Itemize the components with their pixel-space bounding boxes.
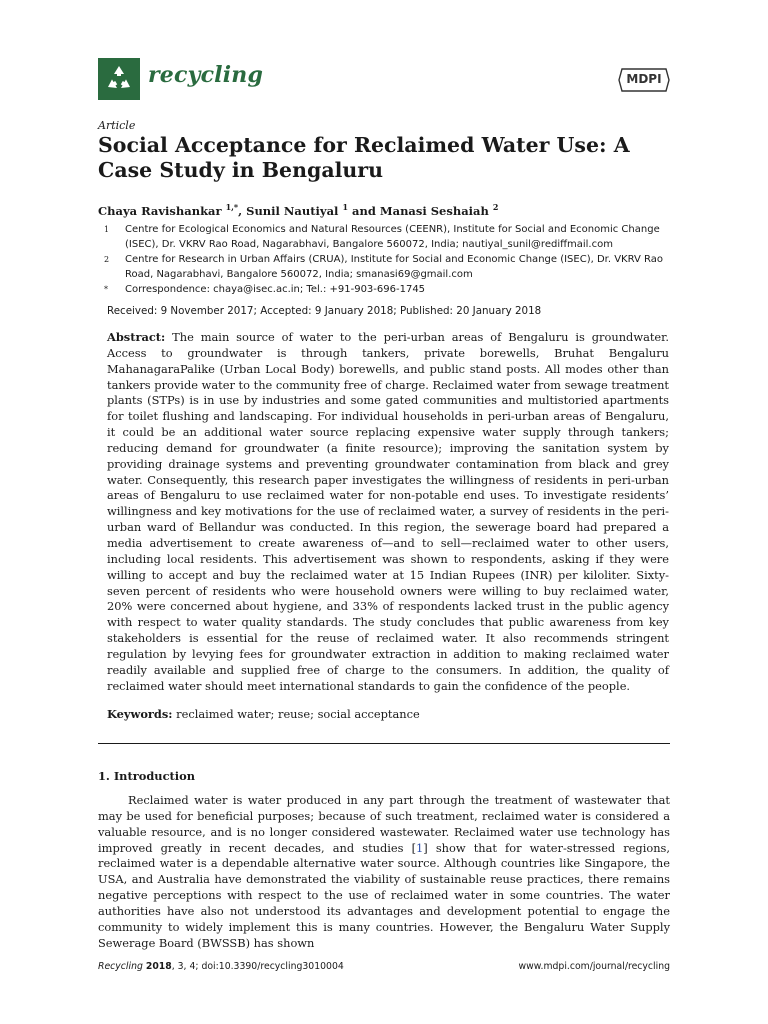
author-name: Sunil Nautiyal — [246, 203, 339, 218]
author-superscript: 2 — [492, 202, 499, 212]
citation-link[interactable]: 1 — [416, 840, 424, 855]
keywords-label: Keywords: — [107, 707, 173, 721]
author-superscript: 1,* — [225, 202, 239, 212]
affiliation-text: Centre for Research in Urban Affairs (CRUA), Institute for Social and Economic Change (ISEC), Dr. VKRV Rao Road, Nagarabhavi, Bangalore 560072, India; smanasi69@gmail.com — [125, 254, 664, 280]
recycling-logo-icon[interactable] — [98, 58, 140, 100]
section-divider — [98, 743, 670, 744]
author-superscript: 1 — [342, 202, 349, 212]
footer-url[interactable]: www.mdpi.com/journal/recycling — [518, 961, 670, 972]
author-name: Manasi Seshaiah — [379, 203, 489, 218]
correspondence — [98, 282, 678, 297]
paragraph-text: Reclaimed water is water produced in any part through the treatment of wastewater that may be used for beneficial purposes; because of such treatment, reclaimed water is considered a valuable resource, and is no longer considered wastewater. Reclaimed water use technology has improved greatly in recent decades, and studies [ — [98, 793, 670, 855]
correspondence-text: Correspondence: chaya@isec.ac.in; Tel.: +91-903-696-1745 — [125, 284, 426, 295]
abstract — [107, 330, 669, 694]
footer-journal: Recycling — [98, 961, 143, 972]
keywords — [107, 707, 420, 721]
abstract-text: The main source of water to the peri-urban areas of Bengaluru is groundwater. Access to groundwater is through tankers, private borewells, Bruhat Bengaluru MahanagaraPalike (Urban Local Body) borewells, and public stand posts. All modes other than tankers provide water to the community free of charge. Reclaimed water from sewage treatment plants (STPs) is in use by industries and some gated communities and multistoried apartments for toilet flushing and landscaping. For individual households in peri-urban areas of Bengaluru, it could be an additional water source replacing expensive water supply through tankers; reducing demand for groundwater (a finite resource); improving the sanitation system by providing drainage systems and preventing groundwater contamination from black and grey water. Consequently, this research paper investigates the willingness of residents in peri-urban areas of Bengaluru to use reclaimed water for non-potable end uses. To investigate residents’ willingness and key motivations for the use of reclaimed water, a survey of residents in the peri-urban ward of Bellandur was conducted. In this region, the sewerage board had prepared a media advertisement to create awareness of—and to sell—reclaimed water to other users, including local residents. This advertisement was shown to respondents, asking if they were willing to accept and buy the reclaimed water at 15 Indian Rupees (INR) per kiloliter. Sixty-seven percent of residents who were household owners were willing to buy reclaimed water, 20% were concerned about hygiene, and 33% of respondents lacked trust in the public agency with respect to water quality standards. The study concludes that public awareness from key stakeholders is essential for the reuse of reclaimed water. It also recommends stringent regulation by levying fees for groundwater extraction in addition to making reclaimed water readily available and supplied free of charge to the consumers. In addition, the quality of reclaimed water should meet international standards to gain the confidence of the people. — [107, 330, 669, 693]
keywords-text: reclaimed water; reuse; social acceptance — [176, 707, 420, 721]
journal-name[interactable]: recycling — [148, 62, 264, 88]
mdpi-logo-text: MDPI — [626, 72, 662, 86]
abstract-label: Abstract: — [107, 330, 166, 344]
affiliation-text: Centre for Ecological Economics and Natural Resources (CEENR), Institute for Social and Economic Change (ISEC), Dr. VKRV Rao Road, Nagarabhavi, Bangalore 560072, India; nautiyal_sunil@rediffmail.com — [125, 224, 660, 250]
introduction-paragraph — [98, 793, 670, 951]
affiliation-mark: 1 — [104, 225, 110, 234]
author-list: Chaya Ravishankar $^{1,*}$, Sunil Nautiyal $^1$ and Manasi Seshaiah $^2$ — [98, 202, 499, 218]
author-name: Chaya Ravishankar — [98, 203, 222, 218]
paragraph-text: ] show that for water-stressed regions, reclaimed water is a dependable alternative water source. Although countries like Singapore, the USA, and Australia have demonstrated the viability of sustainable reuse practices, there remains negative perceptions with respect to the use of reclaimed water in some countries. The water authorities have also not understood its advantages and development potential to engage the community to widely implement this is many countries. However, the Bengaluru Water Supply Sewerage Board (BWSSB) has shown — [98, 840, 670, 950]
section-heading: 1. Introduction — [98, 769, 195, 783]
footer-year: 2018 — [145, 961, 172, 972]
affiliation-2 — [98, 252, 678, 282]
mdpi-logo[interactable] — [618, 68, 670, 92]
journal-header — [98, 56, 670, 96]
affiliation-mark: * — [104, 285, 108, 294]
affiliation-1 — [98, 222, 678, 252]
footer-citation — [98, 961, 344, 972]
footer-doi[interactable]: , 3, 4; doi:10.3390/recycling3010004 — [171, 961, 344, 972]
page-title: Social Acceptance for Reclaimed Water Use: A Case Study in Bengaluru — [98, 133, 630, 182]
publication-dates: Received: 9 November 2017; Accepted: 9 January 2018; Published: 20 January 2018 — [107, 305, 542, 317]
affiliation-mark: 2 — [104, 255, 110, 264]
article-type: Article — [98, 119, 136, 132]
